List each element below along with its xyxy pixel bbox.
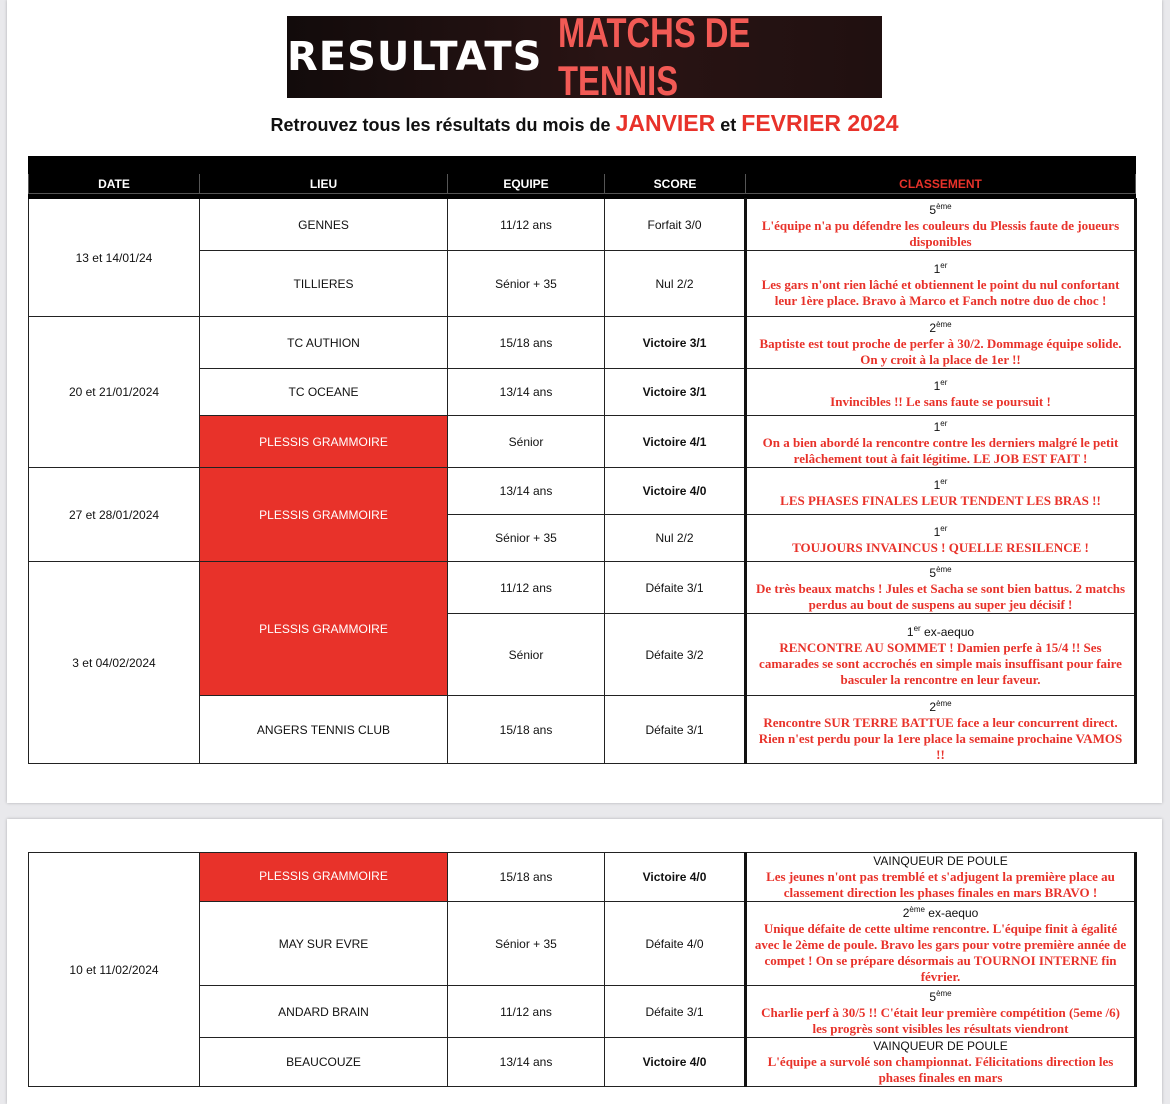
comment: Charlie perf à 30/5 !! C'était leur première compétition (5eme /6) les progrès sont visibles les résultats viendront <box>761 1005 1120 1036</box>
equipe-cell: 13/14 ans <box>448 369 605 416</box>
lieu-cell: PLESSIS GRAMMOIRE <box>200 416 448 468</box>
table-row <box>29 317 1136 369</box>
rank: 2ème <box>929 320 952 335</box>
equipe-cell: Sénior + 35 <box>448 251 605 317</box>
score-cell: Nul 2/2 <box>605 515 746 562</box>
comment: TOUJOURS INVAINCUS ! QUELLE RESILENCE ! <box>792 539 1089 555</box>
classement-cell <box>746 251 1136 317</box>
classement-cell <box>746 317 1136 369</box>
classement-cell <box>746 1038 1136 1087</box>
document-page-2 <box>7 819 1162 1104</box>
date-cell: 3 et 04/02/2024 <box>29 562 200 764</box>
score-cell: Défaite 3/1 <box>605 562 746 614</box>
classement-cell <box>746 515 1136 562</box>
subtitle <box>7 110 1162 137</box>
lieu-cell: ANDARD BRAIN <box>200 986 448 1038</box>
results-table-page-2 <box>28 852 1137 1087</box>
classement-cell <box>746 902 1136 986</box>
lieu-cell: TC OCEANE <box>200 369 448 416</box>
comment: Les jeunes n'ont pas tremblé et s'adjugent la première place au classement direction les phases finales en mars BRAVO ! <box>766 869 1115 900</box>
score-cell: Victoire 4/0 <box>605 853 746 902</box>
lieu-cell: PLESSIS GRAMMOIRE <box>200 468 448 562</box>
classement-cell <box>746 369 1136 416</box>
classement-cell <box>746 614 1136 696</box>
subtitle-mid: et <box>715 115 742 135</box>
comment: L'équipe a survolé son championnat. Félicitations direction les phases finales en mars <box>767 1054 1114 1085</box>
rank: 5ème <box>929 989 952 1004</box>
comment: LES PHASES FINALES LEUR TENDENT LES BRAS !! <box>780 492 1101 508</box>
header-date: DATE <box>29 174 200 194</box>
lieu-cell: GENNES <box>200 199 448 251</box>
equipe-cell: 15/18 ans <box>448 696 605 764</box>
classement-cell <box>746 562 1136 614</box>
equipe-cell: 13/14 ans <box>448 1038 605 1087</box>
classement-cell <box>746 416 1136 468</box>
title-banner <box>287 9 882 104</box>
score-cell: Défaite 3/1 <box>605 986 746 1038</box>
comment: Unique défaite de cette ultime rencontre. L'équipe finit à égalité avec le 2ème de poule. Bravo les gars pour votre première année de compet ! On se prépare désormais au TOURNOI INTERNE fin février. <box>754 921 1127 984</box>
rank-title: VAINQUEUR DE POULE <box>873 1039 1008 1053</box>
lieu-cell: ANGERS TENNIS CLUB <box>200 696 448 764</box>
equipe-cell: 11/12 ans <box>448 986 605 1038</box>
comment: L'équipe n'a pu défendre les couleurs du Plessis faute de joueurs disponibles <box>761 218 1120 249</box>
date-cell: 13 et 14/01/24 <box>29 199 200 317</box>
comment: De très beaux matchs ! Jules et Sacha se sont bien battus. 2 matchs perdus au bout de suspens au super jeu décisif ! <box>755 581 1126 612</box>
date-cell: 27 et 28/01/2024 <box>29 468 200 562</box>
date-cell: 10 et 11/02/2024 <box>29 853 200 1087</box>
rank: 5ème <box>929 202 952 217</box>
document-page-1 <box>7 0 1162 803</box>
score-cell: Forfait 3/0 <box>605 199 746 251</box>
score-cell: Victoire 3/1 <box>605 369 746 416</box>
lieu-cell: MAY SUR EVRE <box>200 902 448 986</box>
equipe-cell: Sénior <box>448 614 605 696</box>
equipe-cell: 11/12 ans <box>448 562 605 614</box>
header-equipe: EQUIPE <box>448 174 605 194</box>
comment: Rencontre SUR TERRE BATTUE face a leur concurrent direct. Rien n'est perdu pour la 1ere place la semaine prochaine VAMOS !! <box>758 715 1123 762</box>
header-lieu: LIEU <box>200 174 448 194</box>
rank: 1er <box>933 377 948 393</box>
lieu-cell: TC AUTHION <box>200 317 448 369</box>
banner-title-white: RESULTATS <box>287 34 543 80</box>
rank: 1er <box>933 476 948 492</box>
rank: 2ème ex-aequo <box>902 905 979 920</box>
rank: 5ème <box>929 565 952 580</box>
score-cell: Défaite 4/0 <box>605 902 746 986</box>
score-cell: Victoire 3/1 <box>605 317 746 369</box>
date-cell: 20 et 21/01/2024 <box>29 317 200 468</box>
classement-cell <box>746 986 1136 1038</box>
rank: 1er <box>933 261 948 276</box>
table-row <box>29 199 1136 251</box>
score-cell: Victoire 4/1 <box>605 416 746 468</box>
equipe-cell: Sénior <box>448 416 605 468</box>
classement-cell <box>746 199 1136 251</box>
equipe-cell: Sénior + 35 <box>448 515 605 562</box>
rank: 1er <box>933 523 948 539</box>
lieu-cell: TILLIERES <box>200 251 448 317</box>
banner-title-red: MATCHS DE TENNIS <box>558 9 751 104</box>
comment: Les gars n'ont rien lâché et obtiennent le point du nul confortant leur 1ère place. Bravo à Marco et Fanch notre duo de choc ! <box>761 277 1120 308</box>
subtitle-prefix: Retrouvez tous les résultats du mois de <box>270 115 616 135</box>
rank: 2ème <box>929 699 952 714</box>
score-cell: Nul 2/2 <box>605 251 746 317</box>
equipe-cell: 15/18 ans <box>448 853 605 902</box>
lieu-cell: BEAUCOUZE <box>200 1038 448 1087</box>
table-header <box>29 174 1136 194</box>
results-table <box>28 156 1137 764</box>
comment: Baptiste est tout proche de perfer à 30/2. Dommage équipe solide. On y croit à la place de 1er !! <box>759 336 1122 367</box>
comment: RENCONTRE AU SOMMET ! Damien perfe à 15/4 !! Ses camarades se sont accrochés en simple mais insuffisant pour faire basculer la rencontre en leur faveur. <box>759 640 1122 687</box>
lieu-cell: PLESSIS GRAMMOIRE <box>200 853 448 902</box>
comment: Invincibles !! Le sans faute se poursuit ! <box>830 393 1051 409</box>
score-cell: Victoire 4/0 <box>605 1038 746 1087</box>
lieu-cell: PLESSIS GRAMMOIRE <box>200 562 448 696</box>
equipe-cell: 15/18 ans <box>448 317 605 369</box>
subtitle-month-2: FEVRIER 2024 <box>741 110 899 136</box>
table-row <box>29 468 1136 515</box>
equipe-cell: 13/14 ans <box>448 468 605 515</box>
classement-cell <box>746 696 1136 764</box>
comment: On a bien abordé la rencontre contre les derniers malgré le petit relâchement tout à fait légitime. LE JOB EST FAIT ! <box>762 435 1119 466</box>
equipe-cell: 11/12 ans <box>448 199 605 251</box>
table-row <box>29 562 1136 614</box>
equipe-cell: Sénior + 35 <box>448 902 605 986</box>
score-cell: Victoire 4/0 <box>605 468 746 515</box>
score-cell: Défaite 3/1 <box>605 696 746 764</box>
header-score: SCORE <box>605 174 746 194</box>
table-row <box>29 853 1136 902</box>
rank: 1er <box>933 419 948 434</box>
classement-cell <box>746 853 1136 902</box>
header-classement: CLASSEMENT <box>746 174 1136 194</box>
rank-title: VAINQUEUR DE POULE <box>873 854 1008 868</box>
subtitle-month-1: JANVIER <box>615 110 716 136</box>
rank: 1er ex-aequo <box>906 624 975 639</box>
classement-cell <box>746 468 1136 515</box>
score-cell: Défaite 3/2 <box>605 614 746 696</box>
